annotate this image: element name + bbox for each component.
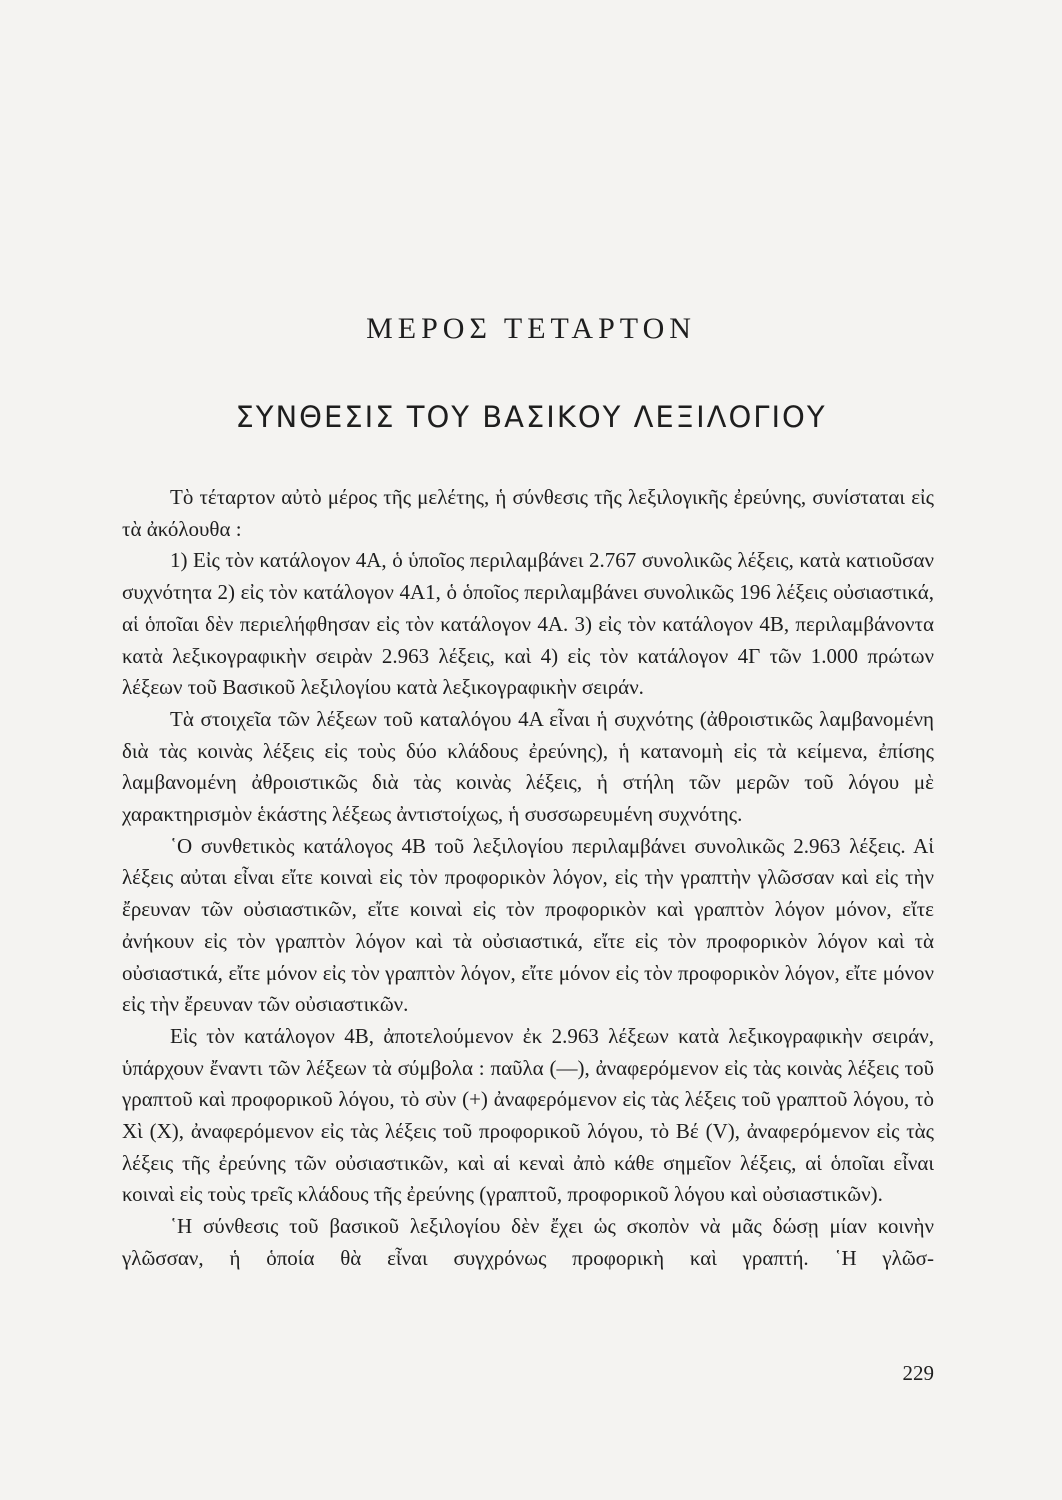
section-title: ΣΥΝΘΕΣΙΣ ΤΟΥ ΒΑΣΙΚΟΥ ΛΕΞΙΛΟΓΙΟΥ	[235, 400, 827, 434]
page-number: 229	[902, 1361, 934, 1385]
paragraph-catalogue-4a: Τὰ στοιχεῖα τῶν λέξεων τοῦ καταλόγου 4Α εἶναι ἡ συχνότης (ἀθροιστικῶς λαμβανομένη διὰ τὰς κοινὰς λέξεις εἰς τοὺς δύο κλάδους ἐρεύνης), ἡ κατανομὴ εἰς τὰ κείμενα, ἐπίσης λαμβανομένη ἀθροιστικῶς διὰ τὰς κοινὰς λέξεις, ἡ στήλη τῶν μερῶν τοῦ λόγου μὲ χαρακτηρισμὸν ἑκάστης λέξεως ἀντιστοίχως, ἡ συσσωρευμένη συχνότης.	[122, 706, 934, 827]
paragraph-symbols: Εἰς τὸν κατάλογον 4Β, ἀποτελούμενον ἐκ 2.963 λέξεων κατὰ λεξικογραφικὴν σειράν, ὑπάρχουν ἔναντι τῶν λέξεων τὰ σύμβολα : παῦλα (—), ἀναφερόμενον εἰς τὰς κοινὰς λέξεις τοῦ γραπτοῦ καὶ προφορικοῦ λόγου, τὸ σὺν (+) ἀναφερόμενον εἰς τὰς λέξεις τοῦ γραπτοῦ λόγου, τὸ Χὶ (Χ), ἀναφερόμενον εἰς τὰς λέξεις τοῦ προφορικοῦ λόγου, τὸ Βέ (V), ἀναφερόμενον εἰς τὰς λέξεις τῆς ἐρεύνης τῶν οὐσιαστικῶν, καὶ αἱ κεναὶ ἀπὸ κάθε σημεῖον λέξεις, αἱ ὁποῖαι εἶναι κοιναὶ εἰς τοὺς τρεῖς κλάδους τῆς ἐρεύνης (γραπτοῦ, προφορικοῦ λόγου καὶ οὐσιαστικῶν).	[122, 1023, 934, 1207]
paragraph-intro: Τὸ τέταρτον αὐτὸ μέρος τῆς μελέτης, ἡ σύνθεσις τῆς λεξιλογικῆς ἐρεύνης, συνίσταται εἰς τὰ ἀκόλουθα :	[122, 485, 934, 541]
body-text	[122, 482, 934, 1275]
paragraph-catalogue-4b: ῾Ο συνθετικὸς κατάλογος 4Β τοῦ λεξιλογίου περιλαμβάνει συνολικῶς 2.963 λέξεις. Αἱ λέξεις αὐται εἶναι εἴτε κοιναὶ εἰς τὸν προφορικὸν λόγον, εἰς τὴν γραπτὴν γλῶσσαν καὶ εἰς τὴν ἔρευναν τῶν οὐσιαστικῶν, εἴτε κοιναὶ εἰς τὸν προφορικὸν καὶ γραπτὸν λόγον μόνον, εἴτε ἀνήκουν εἰς τὸν γραπτὸν λόγον καὶ τὰ οὐσιαστικά, εἴτε εἰς τὸν προφορικὸν λόγον καὶ τὰ οὐσιαστικά, εἴτε μόνον εἰς τὸν γραπτὸν λόγον, εἴτε μόνον εἰς τὸν προφορικὸν λόγον, εἴτε μόνον εἰς τὴν ἔρευναν τῶν οὐσιαστικῶν.	[122, 833, 934, 1017]
paragraph-catalogues: 1) Εἰς τὸν κατάλογον 4Α, ὁ ὑποῖος περιλαμβάνει 2.767 συνολικῶς λέξεις, κατὰ κατιοῦσαν συχνότητα 2) εἰς τὸν κατάλογον 4Α1, ὁ ὁποῖος περιλαμβάνει συνολικῶς 196 λέξεις οὐσιαστικά, αἱ ὁποῖαι δὲν περιελήφθησαν εἰς τὸν κατάλογον 4Α. 3) εἰς τὸν κατάλογον 4Β, περιλαμβάνοντα κατὰ λεξικογραφικὴν σειρὰν 2.963 λέξεις, καὶ 4) εἰς τὸν κατάλογον 4Γ τῶν 1.000 πρώτων λέξεων τοῦ Βασικοῦ λεξιλογίου κατὰ λεξικογραφικὴν σειράν.	[122, 548, 934, 700]
paragraph-synthesis-purpose: ῾Η σύνθεσις τοῦ βασικοῦ λεξιλογίου δὲν ἔχει ὡς σκοπὸν νὰ μᾶς δώσῃ μίαν κοινὴν γλῶσσαν, ἡ ὁποία θὰ εἶναι συγχρόνως προφορικὴ καὶ γραπτή. ῾Η γλῶσ-	[122, 1214, 934, 1270]
part-heading: ΜΕΡΟΣ ΤΕΤΑΡΤΟΝ	[366, 312, 696, 345]
